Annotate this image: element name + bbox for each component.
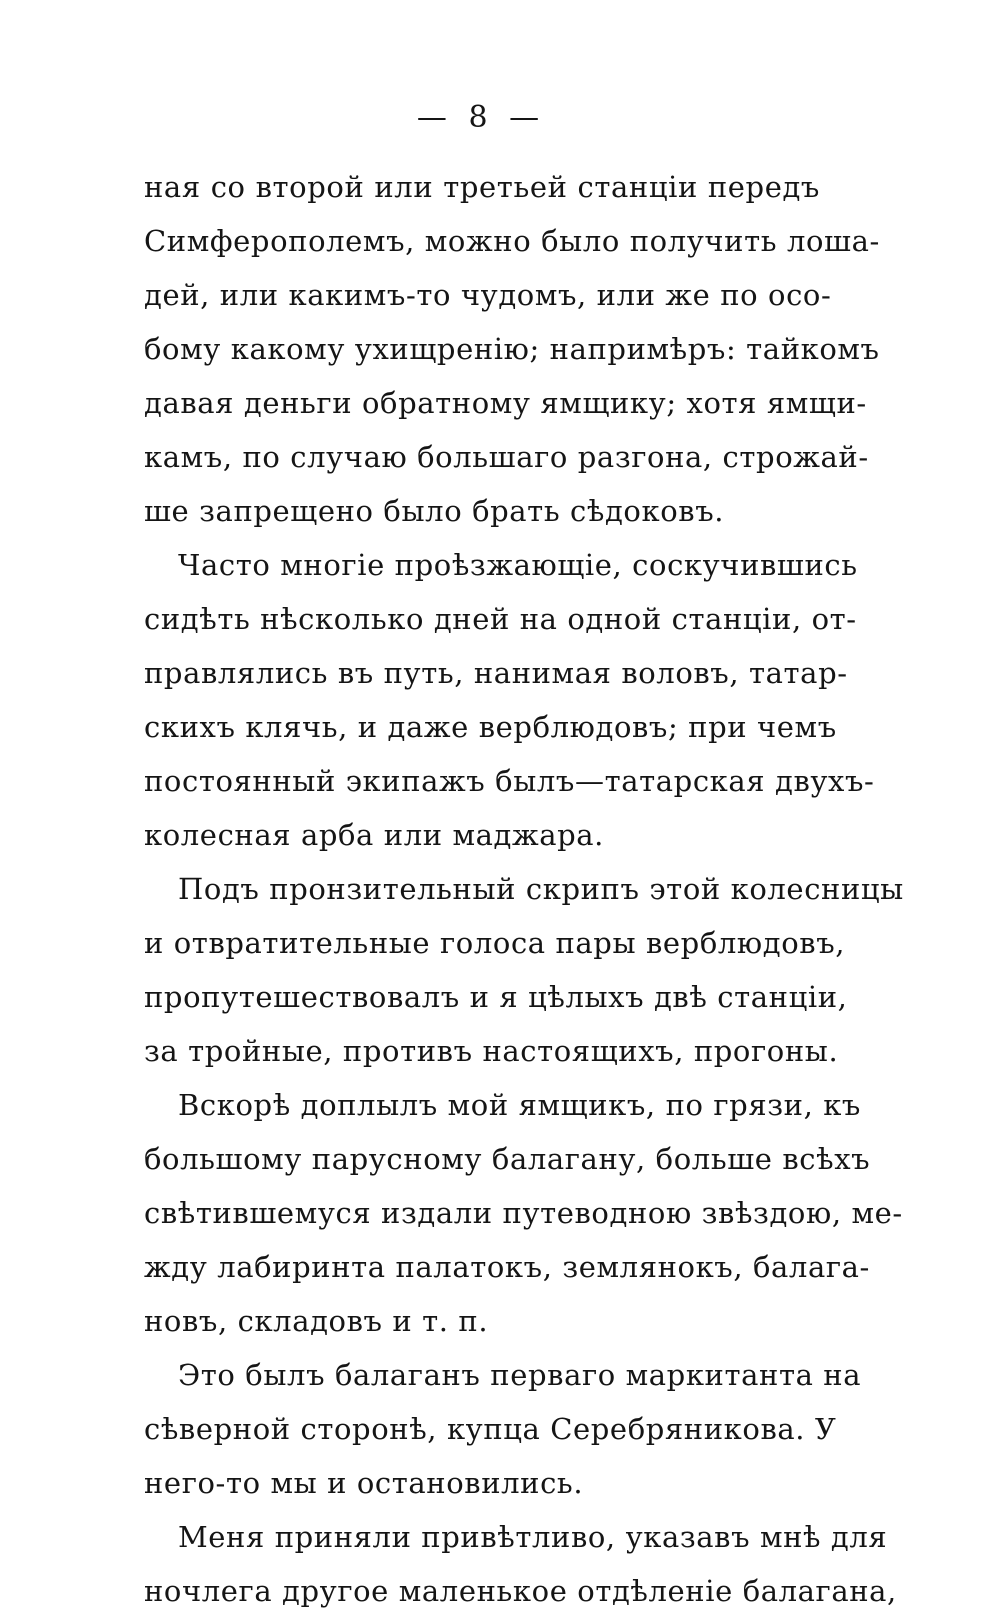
text-line: сѣверной сторонѣ, купца Серебряникова. У [144, 1412, 837, 1446]
paragraph-end-line: колесная арба или маджара. [144, 818, 605, 852]
text-line: пропутешествовалъ и я цѣлыхъ двѣ станціи, [144, 980, 848, 1014]
paragraph-end-line: новъ, складовъ и т. п. [144, 1304, 489, 1338]
text-line: ная со второй или третьей станціи передъ [144, 170, 820, 204]
text-line: скихъ клячь, и даже верблюдовъ; при чемъ [144, 710, 837, 744]
paragraph-start-line: Меня приняли привѣтливо, указавъ мнѣ для [178, 1520, 888, 1554]
text-line: и отвратительные голоса пары верблюдовъ, [144, 926, 846, 960]
body-text [144, 160, 904, 1618]
text-line: Симферополемъ, можно было получить лоша- [144, 224, 880, 258]
paragraph-start-line: Часто многіе проѣзжающіе, соскучившись [178, 548, 858, 582]
text-line: постоянный экипажъ былъ—татарская двухъ- [144, 764, 875, 798]
text-line: бому какому ухищренію; напримѣръ: тайкомъ [144, 332, 880, 366]
paragraph-end-line: ше запрещено было брать сѣдоковъ. [144, 494, 725, 528]
text-line: дей, или какимъ-то чудомъ, или же по осо- [144, 278, 832, 312]
text-line: камъ, по случаю большаго разгона, строжай- [144, 440, 869, 474]
text-line: давая деньги обратному ямщику; хотя ямщи- [144, 386, 867, 420]
paragraph-end-line: за тройные, противъ настоящихъ, прогоны. [144, 1034, 839, 1068]
page-number: — 8 — [416, 100, 546, 135]
text-line: жду лабиринта палатокъ, землянокъ, балага- [144, 1250, 870, 1284]
text-line: свѣтившемуся издали путеводною звѣздою, ме- [144, 1196, 903, 1230]
paragraph-start-line: Подъ пронзительный скрипъ этой колесницы [178, 872, 904, 906]
paragraph-start-line: Вскорѣ доплылъ мой ямщикъ, по грязи, къ [178, 1088, 861, 1122]
text-line: большому парусному балагану, больше всѣхъ [144, 1142, 871, 1176]
paragraph-start-line: Это былъ балаганъ перваго маркитанта на [178, 1358, 862, 1392]
text-line: правлялись въ путь, нанимая воловъ, татар- [144, 656, 848, 690]
text-line: сидѣть нѣсколько дней на одной станціи, от- [144, 602, 857, 636]
text-line: ночлега другое маленькое отдѣленіе балагана, [144, 1574, 897, 1608]
paragraph-end-line: него-то мы и остановились. [144, 1466, 584, 1500]
